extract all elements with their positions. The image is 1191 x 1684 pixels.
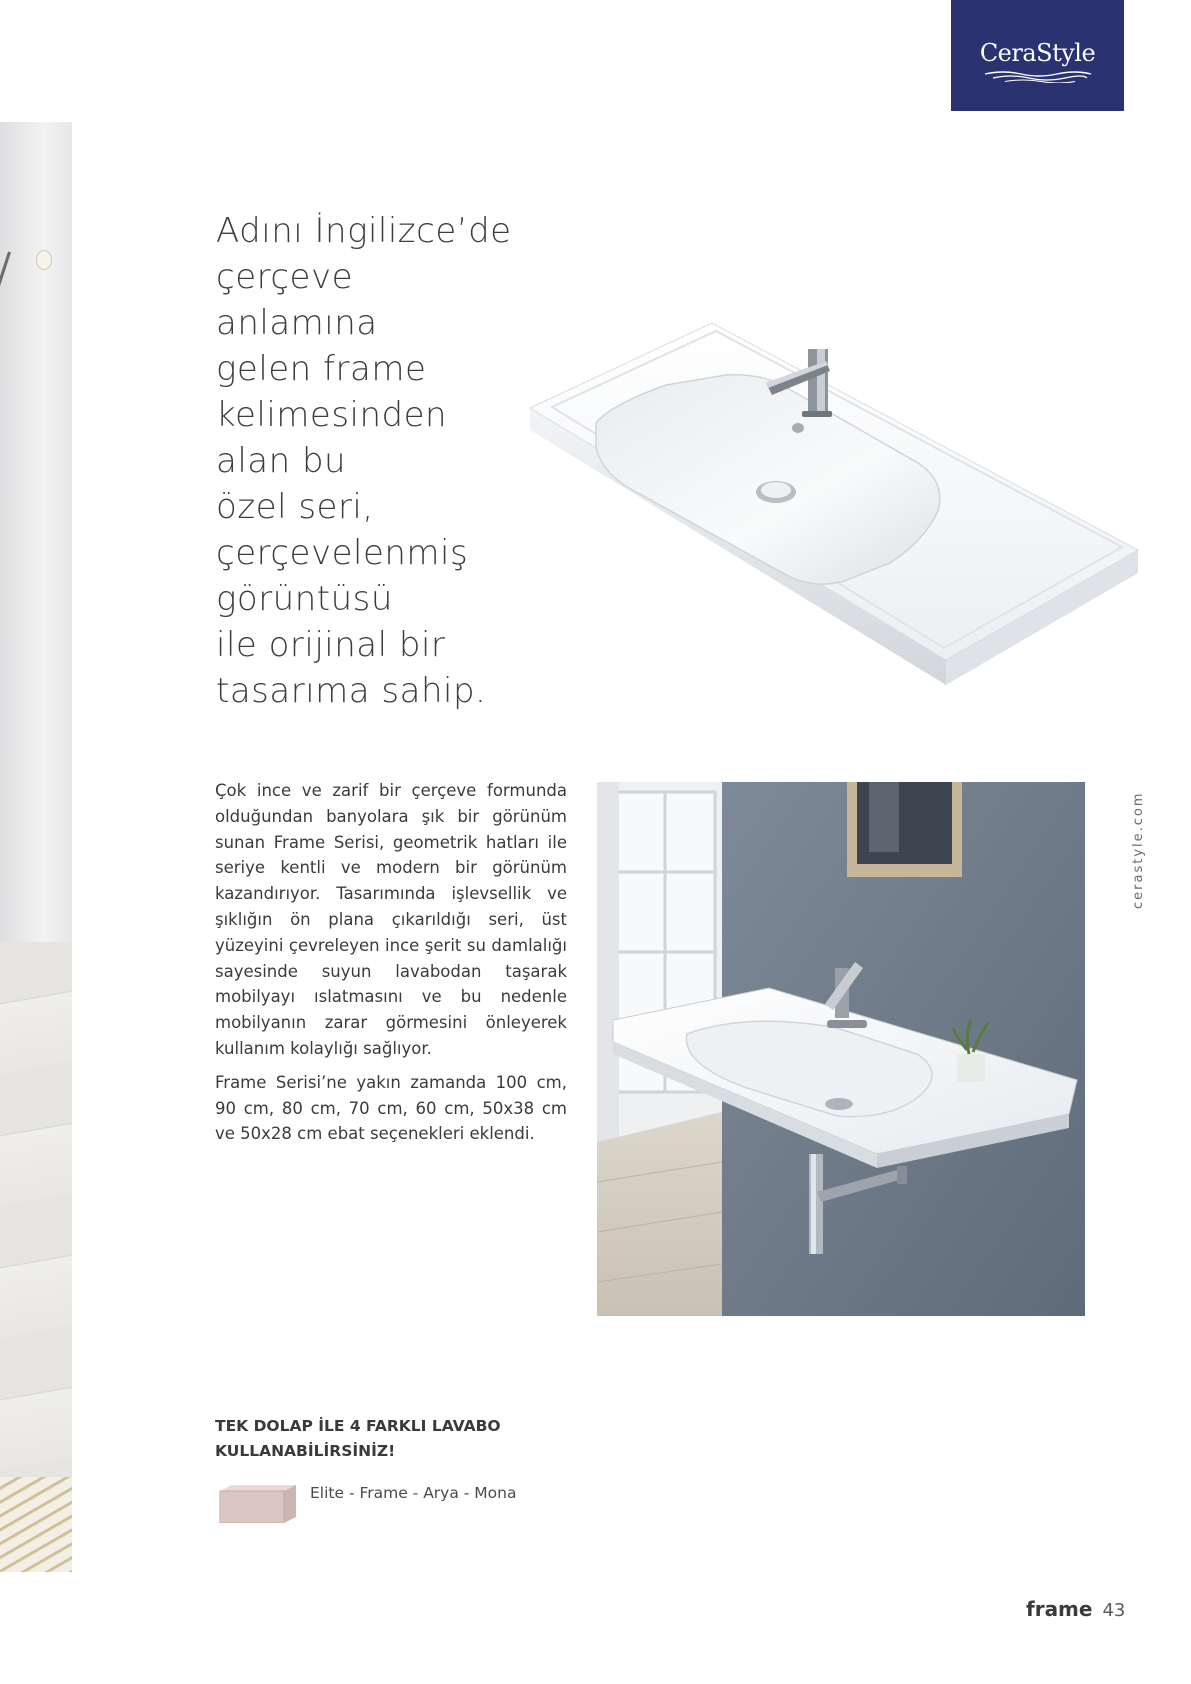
headline-line: alan bu [216,441,347,481]
bathroom-photo [597,782,1085,1316]
headline-line: özel seri, [216,487,374,527]
page-number: 43 [1102,1600,1126,1621]
cabinet-icon [218,1483,298,1523]
plant-bud [36,250,52,270]
headline-line: gelen frame [216,349,427,389]
headline-line: Adını İngilizce’de [216,211,512,251]
waves-icon [983,69,1093,83]
wall-area [0,122,72,942]
body-paragraph: Çok ince ve zarif bir çerçeve formunda olduğundan banyolara şık bir görünüm sunan Frame Serisi, geometrik hatları ile seriye kentli ve modern bir görünüm kazandırıyor. Tasarımında işlevsellik ve şıklığın ön plana çıkarıldığı seri, üst yüzeyini çevreleyen ince şerit su damlalığı sayesinde suyun lavabodan taşarak mobilyayı ıslatmasını ve bu nedenle mobilyanın zarar görmesini önleyerek kullanım kolaylığı sağlıyor. [215,781,567,1058]
left-photo-strip [0,122,72,1572]
footer-section: frame [1026,1597,1093,1621]
body-paragraph: Frame Serisi’ne yakın zamanda 100 cm, 90 cm, 80 cm, 70 cm, 60 cm, 50x38 cm ve 50x28 cm ebat seçenekleri eklendi. [215,1072,567,1144]
promo-title-line: KULLANABİLİRSİNİZ! [215,1442,396,1460]
brand-name: CeraStyle [979,38,1096,67]
headline-line: tasarıma sahip. [216,671,487,711]
headline-line: görüntüsü [216,579,393,619]
compatible-models: Elite - Frame - Arya - Mona [310,1484,517,1502]
headline-line: çerçevelenmiş [216,533,469,573]
website-url: cerastyle.com [1131,791,1146,909]
headline-line: ile orijinal bir [216,625,446,665]
headline-line: kelimesinden [216,395,448,435]
brand-logo [951,0,1124,111]
page-footer [1026,1597,1125,1621]
headline-line: çerçeve [216,257,353,297]
floor-area [0,942,72,1482]
headline [216,208,556,714]
promo-title-line: TEK DOLAP İLE 4 FARKLI LAVABO [215,1417,501,1435]
body-text [215,778,567,1155]
sink-product-image [526,315,1146,705]
rug-area [0,1477,72,1572]
promo-title [215,1414,535,1464]
headline-line: anlamına [216,303,378,343]
